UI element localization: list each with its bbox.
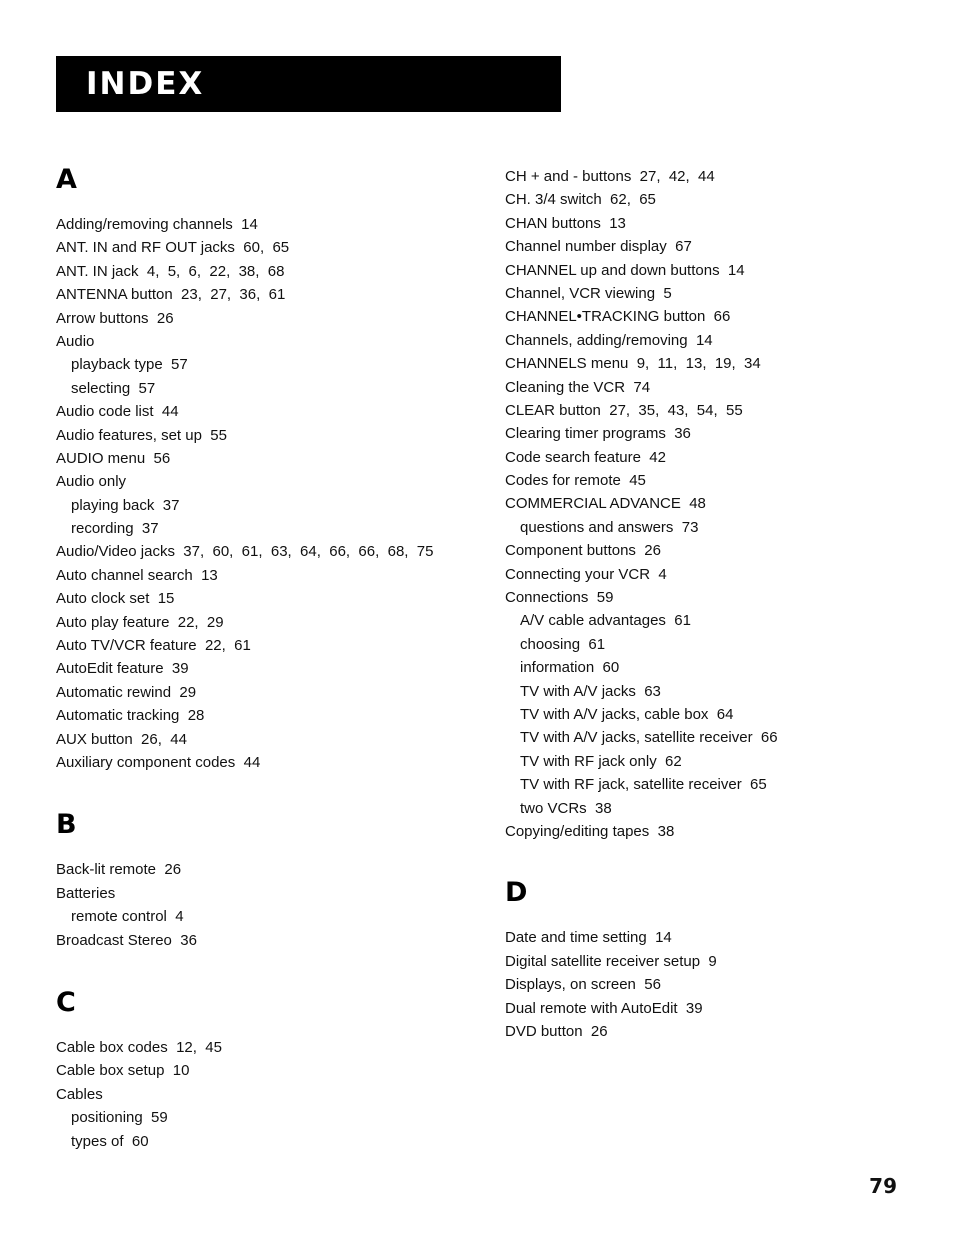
index-subentry: TV with A/V jacks 63: [520, 682, 661, 700]
index-entry: Automatic rewind 29: [56, 683, 197, 701]
index-entry: Automatic tracking 28: [56, 707, 205, 725]
index-entry: Code search feature 42: [505, 448, 666, 466]
index-section: [56, 165, 496, 774]
index-entry: Channel number display 67: [505, 238, 692, 256]
index-entry: Cable box setup 10: [56, 1062, 190, 1080]
index-entry: Audio features, set up 55: [56, 426, 227, 444]
index-entry: Auxiliary component codes 44: [56, 753, 261, 771]
index-subentry: selecting 57: [71, 379, 156, 397]
index-subentry: positioning 59: [71, 1109, 168, 1127]
index-entry: Auto clock set 15: [56, 590, 175, 608]
section-letter-heading: A: [56, 164, 77, 195]
index-subentry: remote control 4: [71, 908, 184, 926]
index-subentry: playing back 37: [71, 496, 180, 514]
index-entry: Connections 59: [505, 589, 614, 607]
index-subentry: A/V cable advantages 61: [520, 612, 691, 630]
index-column-right: [505, 165, 945, 1043]
index-entry: Broadcast Stereo 36: [56, 931, 197, 949]
index-subentry: choosing 61: [520, 635, 606, 653]
index-subentry: playback type 57: [71, 356, 188, 374]
index-entry: Date and time setting 14: [505, 929, 672, 947]
index-entry: ANTENNA button 23, 27, 36, 61: [56, 286, 286, 304]
index-entry: Adding/removing channels 14: [56, 216, 258, 233]
index-entry: Batteries: [56, 884, 116, 902]
index-entry: Auto TV/VCR feature 22, 61: [56, 637, 251, 655]
index-entry: Displays, on screen 56: [505, 976, 661, 994]
index-subentry: types of 60: [71, 1132, 149, 1150]
index-header-banner: [56, 56, 561, 112]
index-entry: Arrow buttons 26: [56, 309, 174, 327]
index-entry: CH + and - buttons 27, 42, 44: [505, 168, 715, 185]
index-entry: AUDIO menu 56: [56, 449, 171, 467]
index-entry: Dual remote with AutoEdit 39: [505, 999, 703, 1017]
index-entry: CH. 3/4 switch 62, 65: [505, 191, 656, 209]
index-entry: Digital satellite receiver setup 9: [505, 952, 717, 970]
index-entry: Cable box codes 12, 45: [56, 1038, 222, 1056]
section-letter-heading: B: [56, 809, 77, 841]
index-entry: CLEAR button 27, 35, 43, 54, 55: [505, 401, 743, 419]
index-section: [56, 810, 496, 952]
index-entry: Clearing timer programs 36: [505, 425, 691, 443]
index-subentry: information 60: [520, 659, 620, 677]
index-entry: AUX button 26, 44: [56, 730, 187, 748]
index-entry: Cables: [56, 1085, 103, 1103]
section-letter-heading: D: [505, 877, 528, 909]
index-section: [505, 165, 945, 843]
index-subentry: TV with A/V jacks, cable box 64: [520, 705, 734, 723]
index-entry: Audio/Video jacks 37, 60, 61, 63, 64, 66, 66, 68, 75: [56, 543, 434, 561]
index-entry: CHANNEL up and down buttons 14: [505, 261, 745, 279]
index-entry: DVD button 26: [505, 1022, 608, 1040]
index-section: [56, 988, 496, 1153]
index-subentry: TV with RF jack, satellite receiver 65: [520, 776, 767, 794]
page-title: INDEX: [86, 66, 205, 102]
index-subentry: TV with RF jack only 62: [520, 752, 682, 770]
index-entry: CHANNELS menu 9, 11, 13, 19, 34: [505, 355, 761, 373]
index-entry: ANT. IN and RF OUT jacks 60, 65: [56, 239, 290, 257]
index-entry: Cleaning the VCR 74: [505, 378, 651, 396]
index-subentry: TV with A/V jacks, satellite receiver 66: [520, 729, 778, 747]
index-entry: Audio: [56, 332, 95, 350]
index-entry: CHANNEL•TRACKING button 66: [505, 308, 731, 326]
index-subentry: questions and answers 73: [520, 518, 699, 536]
index-entry: Copying/editing tapes 38: [505, 822, 675, 840]
index-entry: Back-lit remote 26: [56, 861, 182, 879]
index-entry: CHAN buttons 13: [505, 214, 626, 232]
index-entry: Auto channel search 13: [56, 566, 218, 584]
index-subentry: recording 37: [71, 520, 159, 538]
index-entry: Channel, VCR viewing 5: [505, 284, 672, 302]
index-entry: ANT. IN jack 4, 5, 6, 22, 38, 68: [56, 262, 285, 280]
index-entry: Channels, adding/removing 14: [505, 331, 713, 349]
index-entry: Audio only: [56, 473, 127, 491]
index-entry: Codes for remote 45: [505, 472, 646, 490]
index-entry: Connecting your VCR 4: [505, 565, 667, 583]
index-column-left: [56, 165, 496, 1153]
page-number: 79: [869, 1174, 897, 1198]
index-entry: Component buttons 26: [505, 542, 661, 560]
index-entry: Audio code list 44: [56, 403, 179, 421]
index-section: [505, 878, 945, 1043]
index-entry: Auto play feature 22, 29: [56, 613, 224, 631]
index-subentry: two VCRs 38: [520, 799, 612, 817]
section-letter-heading: C: [56, 986, 76, 1018]
index-entry: COMMERCIAL ADVANCE 48: [505, 495, 706, 513]
index-entry: AutoEdit feature 39: [56, 660, 189, 678]
